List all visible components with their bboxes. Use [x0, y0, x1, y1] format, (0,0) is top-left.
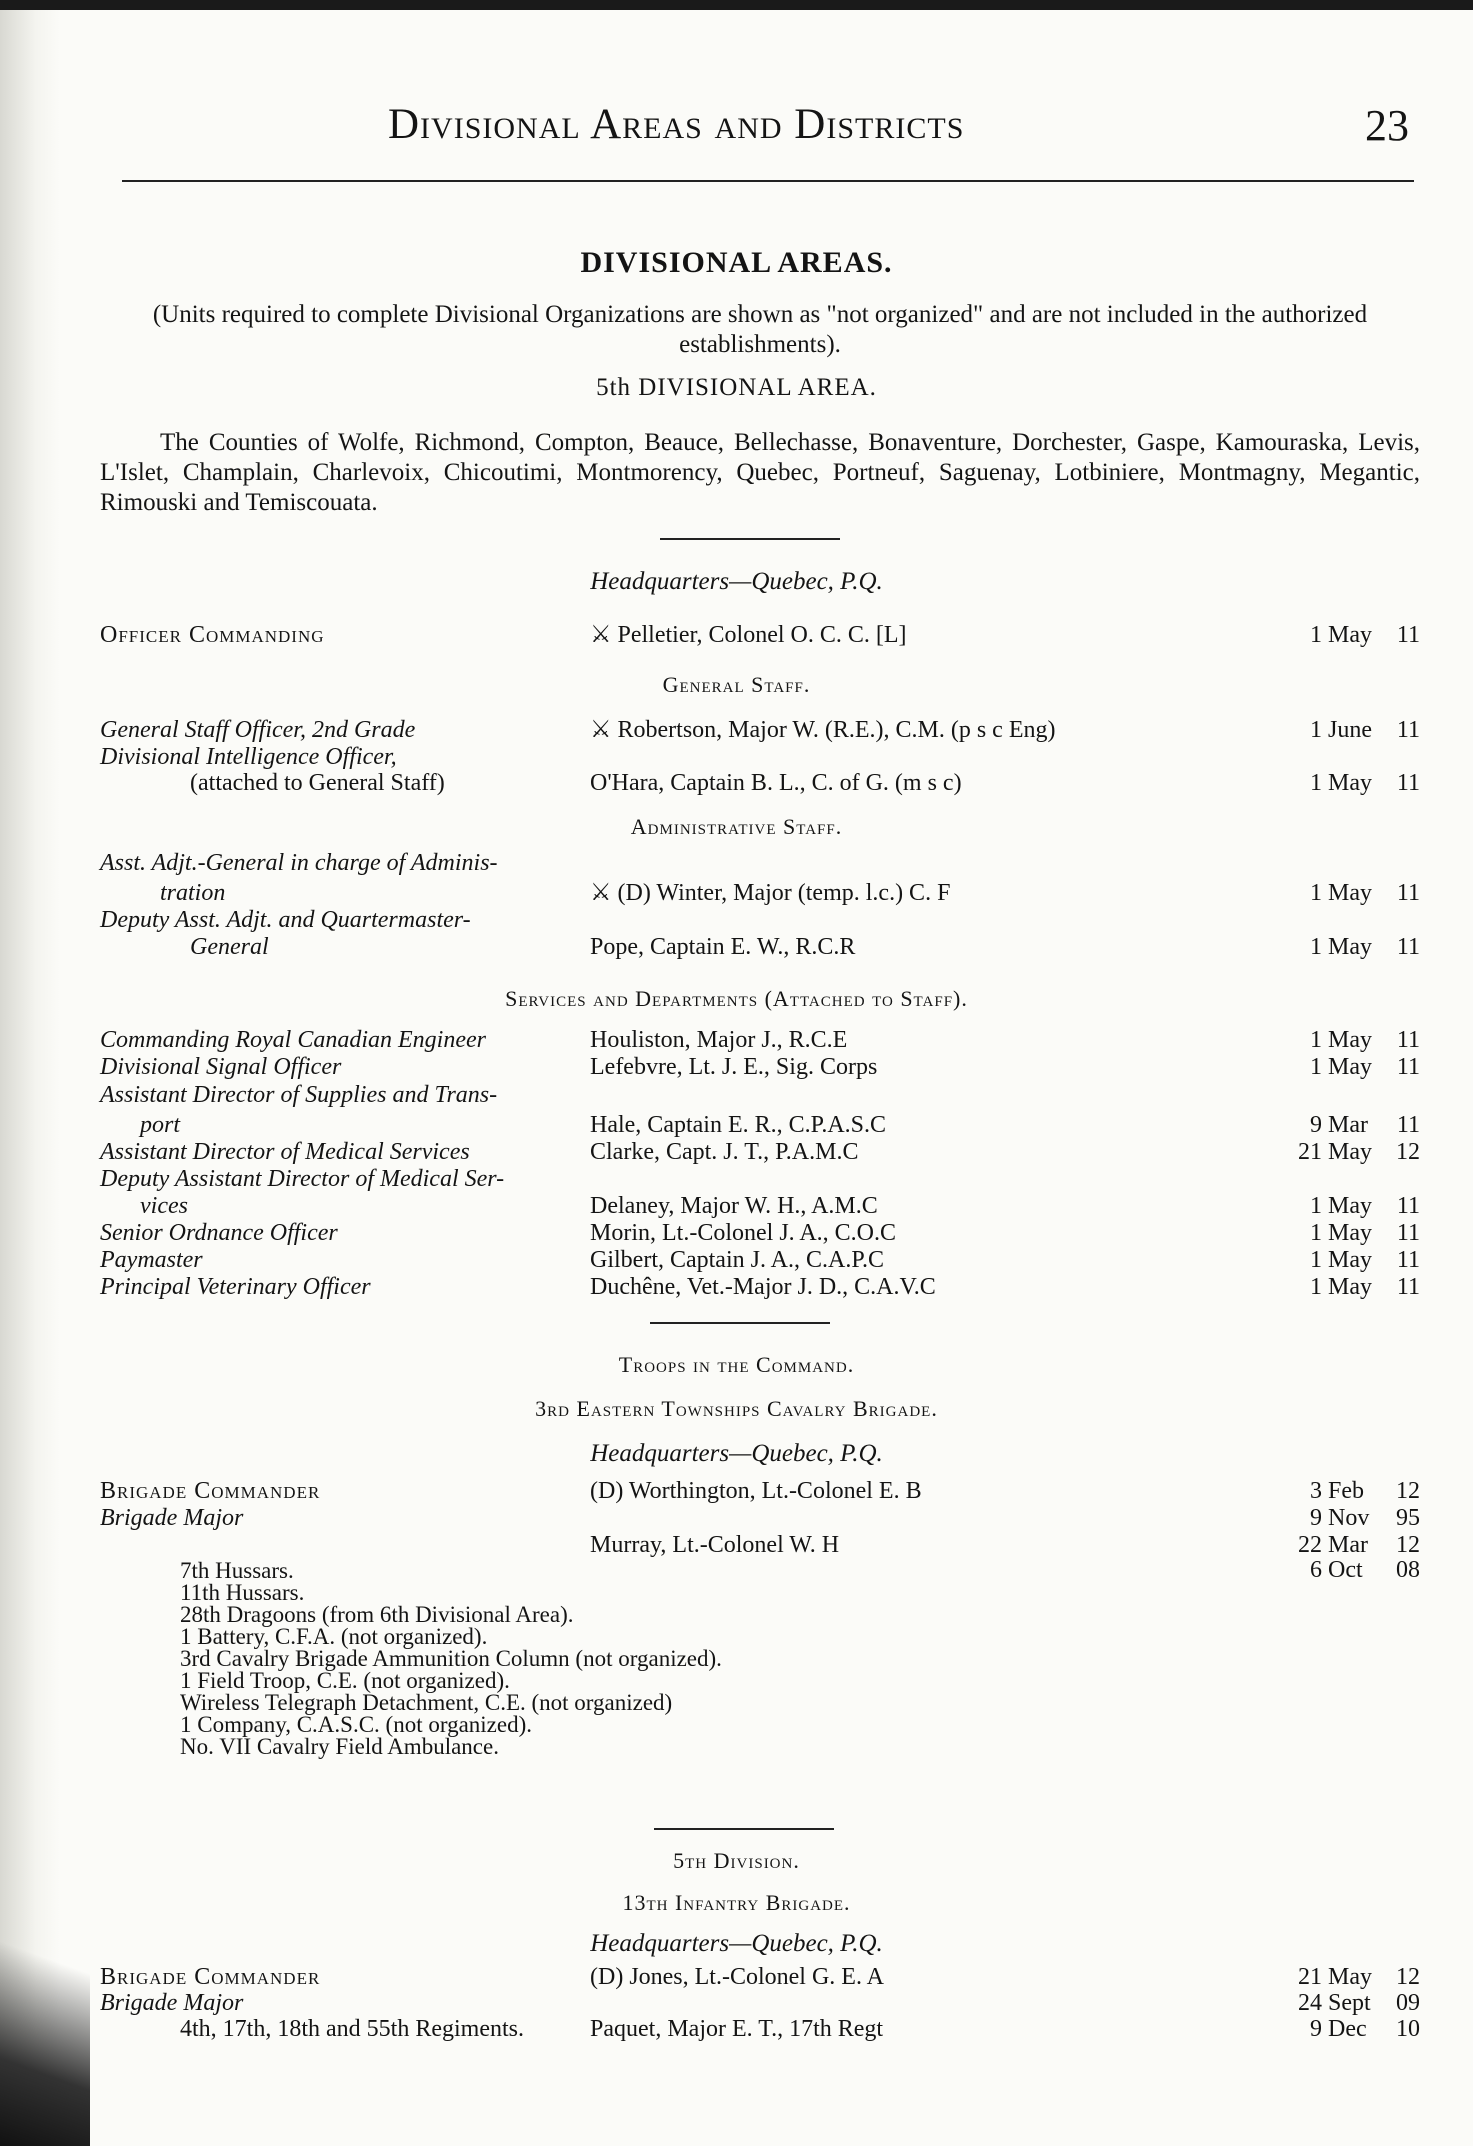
unit-list-item: 1 Battery, C.F.A. (not organized). [180, 1624, 488, 1649]
service-row: Senior Ordnance Officer Morin, Lt.-Colonel J. A., C.O.C 1 May 11 [100, 1220, 1420, 1246]
general-staff-title: General Staff. [662, 672, 811, 697]
running-header [0, 100, 1473, 160]
section-rule-1 [660, 538, 840, 540]
cav-hq: Headquarters—Quebec, P.Q. [590, 1440, 883, 1467]
counties-text: The Counties of Wolfe, Richmond, Compton, Beauce, Bellechasse, Bonaventure, Dorchester, Gaspe, Kamouraska, Levis, L'Islet, Champlain, Charlevoix, Chicoutimi, Montmorency, Quebec, Portneuf, Saguenay, Lotbiniere, Montmagny, Megantic, Rimouski and Temiscouata. [100, 429, 1420, 516]
service-row: Paymaster Gilbert, Captain J. A., C.A.P.C 1 May 11 [100, 1247, 1420, 1273]
service-row-cont: port Hale, Captain E. R., C.P.A.S.C 9 Mar 11 [140, 1112, 1420, 1138]
role-label: Officer Commanding [100, 622, 325, 648]
brigade-major-row-2: 6 Oct 08 [1310, 1557, 1420, 1583]
service-row: Deputy Assistant Director of Medical Ser- [100, 1166, 505, 1192]
services-title: Services and Departments (Attached to Staff). [505, 986, 968, 1011]
service-row: Assistant Director of Supplies and Trans- [100, 1082, 498, 1108]
staff-row: General Staff Officer, 2nd Grade ⚔ Robertson, Major W. (R.E.), C.M. (p s c Eng) 1 June 11 [100, 717, 1420, 743]
brigade-major-row: 4th, 17th, 18th and 55th Regiments. Paquet, Major E. T., 17th Regt 9 Dec 10 [180, 2016, 1420, 2042]
running-title: Divisional Areas and Districts [388, 101, 965, 148]
cav-brigade-title: 3rd Eastern Townships Cavalry Brigade. [535, 1396, 938, 1421]
service-row: Divisional Signal Officer Lefebvre, Lt. J. E., Sig. Corps 1 May 11 [100, 1054, 1420, 1080]
unit-list-item: Wireless Telegraph Detachment, C.E. (not organized) [180, 1690, 673, 1715]
division-hq: Headquarters—Quebec, P.Q. [590, 1930, 883, 1957]
brigade-commander-row: Brigade Commander (D) Jones, Lt.-Colonel G. E. A 21 May 12 [100, 1964, 1420, 1990]
infantry-brigade-title: 13th Infantry Brigade. [622, 1890, 851, 1915]
unit-list-item: 1 Company, C.A.S.C. (not organized). [180, 1712, 532, 1737]
staff-row: Divisional Intelligence Officer, [100, 744, 397, 770]
brigade-commander-row: Brigade Commander (D) Worthington, Lt.-Colonel E. B 3 Feb 12 [100, 1478, 1420, 1504]
unit-list-item: No. VII Cavalry Field Ambulance. [180, 1734, 499, 1759]
officer-name: ⚔ Pelletier, Colonel O. C. C. [L] [590, 622, 907, 648]
unit-list-item: 28th Dragoons (from 6th Divisional Area). [180, 1602, 574, 1627]
service-row: Commanding Royal Canadian Engineer Houliston, Major J., R.C.E 1 May 11 [100, 1027, 1420, 1053]
service-row-cont: vices Delaney, Major W. H., A.M.C 1 May 11 [140, 1193, 1420, 1219]
area-title: 5th DIVISIONAL AREA. [596, 374, 877, 401]
page-number: 23 [1365, 101, 1409, 150]
unit-list-item: 1 Field Troop, C.E. (not organized). [180, 1668, 510, 1693]
brigade-major-row: Murray, Lt.-Colonel W. H 22 Mar 12 [590, 1532, 1420, 1558]
staff-row-cont: General Pope, Captain E. W., R.C.R 1 May 11 [190, 934, 1420, 960]
appointment-date: 1 May 11 [1310, 622, 1420, 648]
unit-list-item: 3rd Cavalry Brigade Ammunition Column (not organized). [180, 1646, 722, 1671]
page-spine-shadow [0, 0, 60, 2146]
unit-list-item: 7th Hussars. [180, 1558, 294, 1583]
staff-row: Asst. Adjt.-General in charge of Adminis- [100, 850, 498, 876]
unit-list-item: 11th Hussars. [180, 1580, 305, 1605]
swords-icon: ⚔ [590, 622, 618, 648]
regiments-line: 4th, 17th, 18th and 55th Regiments. [180, 2016, 524, 2042]
intro-note: (Units required to complete Divisional Organizations are shown as "not organized" and are not included in the authorized establishments). [152, 301, 1368, 358]
admin-staff-title: Administrative Staff. [630, 814, 843, 839]
hq-quebec: Headquarters—Quebec, P.Q. [590, 568, 883, 595]
swords-icon: ⚔ [590, 880, 618, 906]
swords-icon: ⚔ [590, 717, 618, 743]
brigade-commander-row-2: Brigade Major 9 Nov 95 [100, 1505, 1420, 1531]
top-edge [0, 0, 1473, 10]
brigade-commander-row-2: Brigade Major 24 Sept 09 [100, 1990, 1420, 2016]
main-heading: DIVISIONAL AREAS. [580, 246, 893, 279]
service-row: Assistant Director of Medical Services Clarke, Capt. J. T., P.A.M.C 21 May 12 [100, 1139, 1420, 1165]
section-rule-3 [654, 1828, 834, 1830]
section-rule-2 [650, 1322, 830, 1324]
page-corner-shadow [0, 1886, 90, 2146]
header-rule [122, 180, 1414, 182]
troops-title: Troops in the Command. [618, 1352, 855, 1377]
division-title: 5th Division. [673, 1848, 800, 1873]
staff-row: Deputy Asst. Adjt. and Quartermaster- [100, 907, 471, 933]
officer-commanding-row [100, 620, 1425, 650]
staff-row-cont: (attached to General Staff) O'Hara, Captain B. L., C. of G. (m s c) 1 May 11 [190, 770, 1420, 796]
service-row: Principal Veterinary Officer Duchêne, Vet.-Major J. D., C.A.V.C 1 May 11 [100, 1274, 1420, 1300]
staff-row-cont: tration ⚔ (D) Winter, Major (temp. l.c.) C. F 1 May 11 [160, 880, 1420, 906]
